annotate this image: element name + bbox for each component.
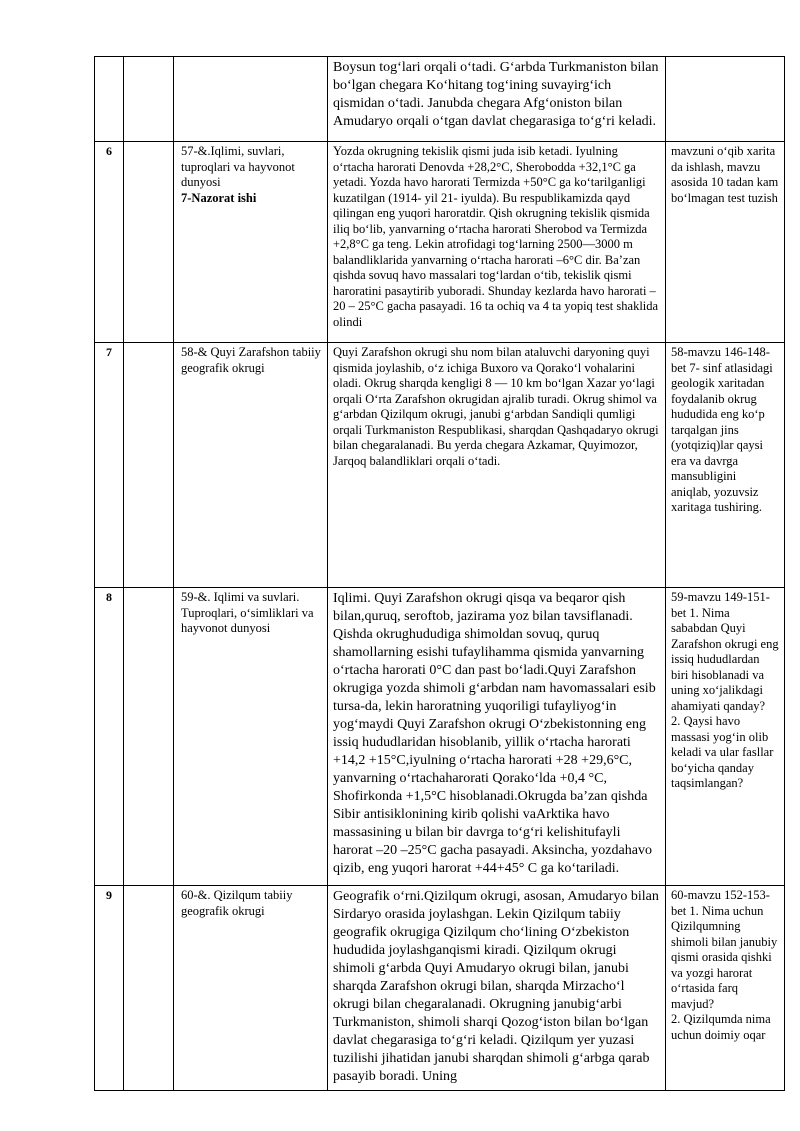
topic-cell	[174, 343, 328, 588]
topic-cell	[174, 57, 328, 142]
content-cell	[328, 588, 666, 886]
content-text: Boysun tog‘lari orqali o‘tadi. G‘arbda Turkmaniston bilan bo‘lgan chegara Ko‘hitang tog‘ining suvayirg‘ich qismidan o‘tadi. Janubda chegara Afg‘oniston bilan Amudaryo orqali o‘tgan davlat chegarasiga to‘g‘ri keladi.	[333, 60, 659, 129]
content-cell	[328, 886, 666, 1091]
task-question: 60-mavzu 152-153-bet 1. Nima uchun Qizilqumning shimoli bilan janubiy qismi orasida qishki va yozgi harorat o‘rtasida farq mavjud?	[671, 888, 778, 1011]
empty-cell	[124, 57, 174, 142]
content-cell	[328, 142, 666, 343]
task-question: 2. Qaysi havo massasi yog‘in olib keladi va ular fasllar bo‘yicha qanday taqsimlangan?	[671, 714, 774, 790]
table-row	[95, 886, 785, 1091]
task-question: 59-mavzu 149-151-bet 1. Nima sababdan Quyi Zarafshon okrugi eng issiq hududlardan biri hisoblanadi va uning xo‘jalikdagi ahamiyati qanday?	[671, 590, 779, 713]
table-row	[95, 57, 785, 142]
lesson-plan-table	[94, 56, 785, 1091]
empty-cell	[124, 588, 174, 886]
empty-cell	[124, 886, 174, 1091]
topic-cell	[174, 886, 328, 1091]
task-cell	[666, 57, 785, 142]
task-cell	[666, 588, 785, 886]
content-text: Yozda okrugning tekislik qismi juda isib ketadi. Iyulning o‘rtacha harorati Denovda +28,2°C, Sherobodda +32,1°C ga yetadi. Yozda havo harorati Termizda +50°C ga ko‘tarilganligi kuzatilgan (1914- yil 21- iyulda). Bu respublikamizda qayd qilingan eng yuqori haroratdir. Qish okrugning tekislik qismida iliq bo‘lib, yanvarning o‘rtacha harorati Sherobod va Termizda +2,8°C ga teng. Lekin atrofidagi tog‘larning 2500—3000 m balandliklarida yanvarning o‘rtacha harorati –6°C dir. Ba’zan qishda sovuq havo massalari tog‘lardan o‘tib, tekislik qismi haroratini pasaytirib yuboradi. Shunday kezlarda havo harorati –20 – 25°C gacha pasayadi. 16 ta ochiq va 4 ta yopiq test shaklida olindi	[333, 144, 659, 329]
content-text: Quyi Zarafshon okrugi shu nom bilan ataluvchi daryoning quyi qismida joylashib, o‘z ichiga Buxoro va Qorako‘l vohalarini oladi. Okrug sharqda kengligi 8 — 10 km bo‘lgan Xazar yo‘lagi orqali O‘rta Zarafshon okrugidan ajralib turadi. Okrug shimol va g‘arbdan Qizilqum okrugi, janubi g‘arbdan Sandiqli qumligi orqali Turkmaniston Respublikasi, sharqdan Qashqadaryo okrugi bilan chegaralanadi. Bu yerda chegara Azkamar, Quyimozor, Jarqoq balandliklari orqali o‘tadi.	[333, 345, 659, 468]
content-cell	[328, 343, 666, 588]
row-number	[95, 57, 124, 142]
topic-text: 58-& Quyi Zarafshon tabiiy geografik okrugi	[181, 345, 321, 375]
content-text: Iqlimi. Quyi Zarafshon okrugi qisqa va beqaror qish bilan,quruq, seroftob, jazirama yoz bilan tavsiflanadi. Qishda okrughududiga shimoldan sovuq, quruq shamollarning esishi tufaylihamma qismida yanvarning o‘rtacha harorati 0°C dan past bo‘ladi.Quyi Zarafshon okrugiga yozda shimoli g‘arbdan nam havomassalari esib tursa-da, lekin haroratning yuqoriligi tufayliyog‘in yog‘maydi Quyi Zarafshon okrugi O‘zbekistonning eng issiq hududlaridan hisoblanib, yillik o‘rtacha harorati +14,2 +15°C,iyulning o‘rtacha harorati +28 +29,6°C, yanvarning o‘rtachaharorati Qorako‘lda +0,4 °C, Shofirkonda +1,5°C hisoblanadi.Okrugda ba’zan qishda Sibir antisiklonining kirib qolishi vaArktika havo massasining u bilan bir davrga to‘g‘ri kelishitufayli harorat –20 –25°C gacha pasayadi. Aksincha, yozdahavo qizib, eng yuqori harorat +44+45° C ga ko‘tariladi.	[333, 591, 656, 876]
table-row	[95, 588, 785, 886]
empty-cell	[124, 142, 174, 343]
content-cell	[328, 57, 666, 142]
task-cell	[666, 886, 785, 1091]
topic-cell	[174, 588, 328, 886]
table-row	[95, 142, 785, 343]
control-work-label: 7-Nazorat ishi	[181, 190, 257, 205]
empty-cell	[124, 343, 174, 588]
content-text: Geografik o‘rni.Qizilqum okrugi, asosan, Amudaryo bilan Sirdaryo orasida joylashgan. Lekin Qizilqum tabiiy geografik okrugiga Qizilqum cho‘lining O‘zbekiston hududida joylashganqismi kiradi. Qizilqum okrugi shimoli g‘arbda Quyi Amudaryo okrugi bilan, janubi sharqda Zarafshon okrugi bilan, sharqda Mirzacho‘l okrugi bilan chegaralanadi. Okrugning janubig‘arbi Turkmaniston, shimoli sharqi Qozog‘iston bilan bo‘lgan davlat chegarasiga to‘g‘ri keladi. Qizilqum yer yuzasi tuzilishi jihatidan janubi sharqdan shimoli g‘arbga qarab pasayib boradi. Uning	[333, 889, 659, 1084]
task-cell: 58-mavzu 146-148-bet 7- sinf atlasidagi geologik xaritadan foydalanib okrug hududida eng ko‘p tarqalgan jins (yotqiziq)lar qaysi era va davrga mansubligini aniqlab, yozuvsiz xaritaga tushiring.	[666, 343, 785, 588]
table-row	[95, 343, 785, 588]
row-number: 6	[95, 142, 124, 343]
task-question: 2. Qizilqumda nima uchun doimiy oqar	[671, 1012, 771, 1042]
row-number: 7	[95, 343, 124, 588]
topic-text: 57-&.Iqlimi, suvlari, tuproqlari va hayvonot dunyosi	[181, 144, 295, 189]
topic-text: 59-&. Iqlimi va suvlari. Tuproqlari, o‘simliklari va hayvonot dunyosi	[181, 590, 314, 635]
topic-text: 60-&. Qizilqum tabiiy geografik okrugi	[181, 888, 293, 918]
row-number: 8	[95, 588, 124, 886]
task-cell: mavzuni o‘qib xarita da ishlash, mavzu asosida 10 tadan kam bo‘lmagan test tuzish	[666, 142, 785, 343]
topic-cell	[174, 142, 328, 343]
row-number: 9	[95, 886, 124, 1091]
